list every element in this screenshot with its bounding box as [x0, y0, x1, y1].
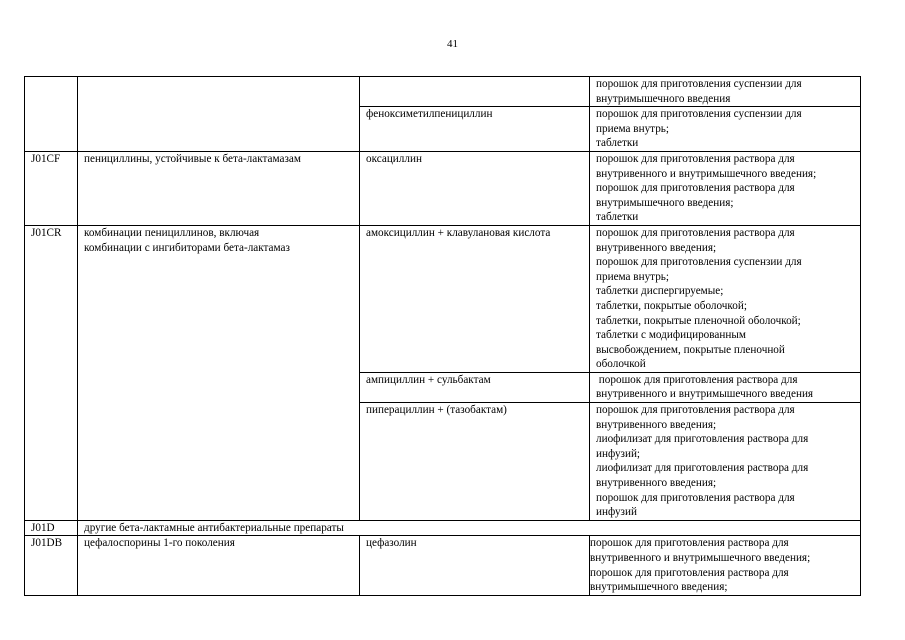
forms-cell: порошок для приготовления раствора для внутривенного введения; лиофилизат для приготовления раствора для инфузий; лиофилизат для приготовления раствора для внутривенного введения; порошок для приготовления раствора для инфузий [590, 403, 861, 521]
inn-cell: пиперациллин + (тазобактам) [360, 403, 590, 521]
inn-cell [360, 77, 590, 107]
forms-cell: порошок для приготовления раствора для внутривенного и внутримышечного введения; порошок для приготовления раствора для внутримышечного введения; таблетки [590, 151, 861, 225]
group-cell: пенициллины, устойчивые к бета-лактамазам [78, 151, 360, 225]
code-cell: J01DB [25, 536, 78, 595]
forms-cell: порошок для приготовления суспензии для приема внутрь; таблетки [590, 107, 861, 152]
table-row [25, 225, 861, 372]
forms-cell: порошок для приготовления суспензии для внутримышечного введения [590, 77, 861, 107]
table-row [25, 151, 861, 225]
group-cell: комбинации пенициллинов, включая комбинации с ингибиторами бета-лактамаз [78, 225, 360, 520]
inn-cell: цефазолин [360, 536, 590, 595]
code-cell [25, 77, 78, 152]
code-cell: J01CR [25, 225, 78, 520]
drug-table [24, 76, 861, 596]
page-number: 41 [447, 38, 458, 50]
table-row [25, 520, 861, 536]
group-cell: другие бета-лактамные антибактериальные препараты [78, 520, 861, 536]
code-cell: J01D [25, 520, 78, 536]
group-cell: цефалоспорины 1-го поколения [78, 536, 360, 595]
group-cell [78, 77, 360, 152]
table-row [25, 77, 861, 107]
inn-cell: оксациллин [360, 151, 590, 225]
forms-cell: порошок для приготовления раствора для внутривенного введения; порошок для приготовления суспензии для приема внутрь; таблетки диспергируемые; таблетки, покрытые оболочкой; таблетки, покрытые пленочной оболочкой; таблетки с модифицированным высвобождением, покрытые пленочной оболочкой [590, 225, 861, 372]
inn-cell: феноксиметилпенициллин [360, 107, 590, 152]
forms-cell: порошок для приготовления раствора для внутривенного и внутримышечного введения [590, 372, 861, 402]
forms-cell: порошок для приготовления раствора для внутривенного и внутримышечного введения; порошок для приготовления раствора для внутримышечного введения; [590, 536, 861, 595]
code-cell: J01CF [25, 151, 78, 225]
table-row [25, 536, 861, 595]
inn-cell: амоксициллин + клавулановая кислота [360, 225, 590, 372]
inn-cell: ампициллин + сульбактам [360, 372, 590, 402]
